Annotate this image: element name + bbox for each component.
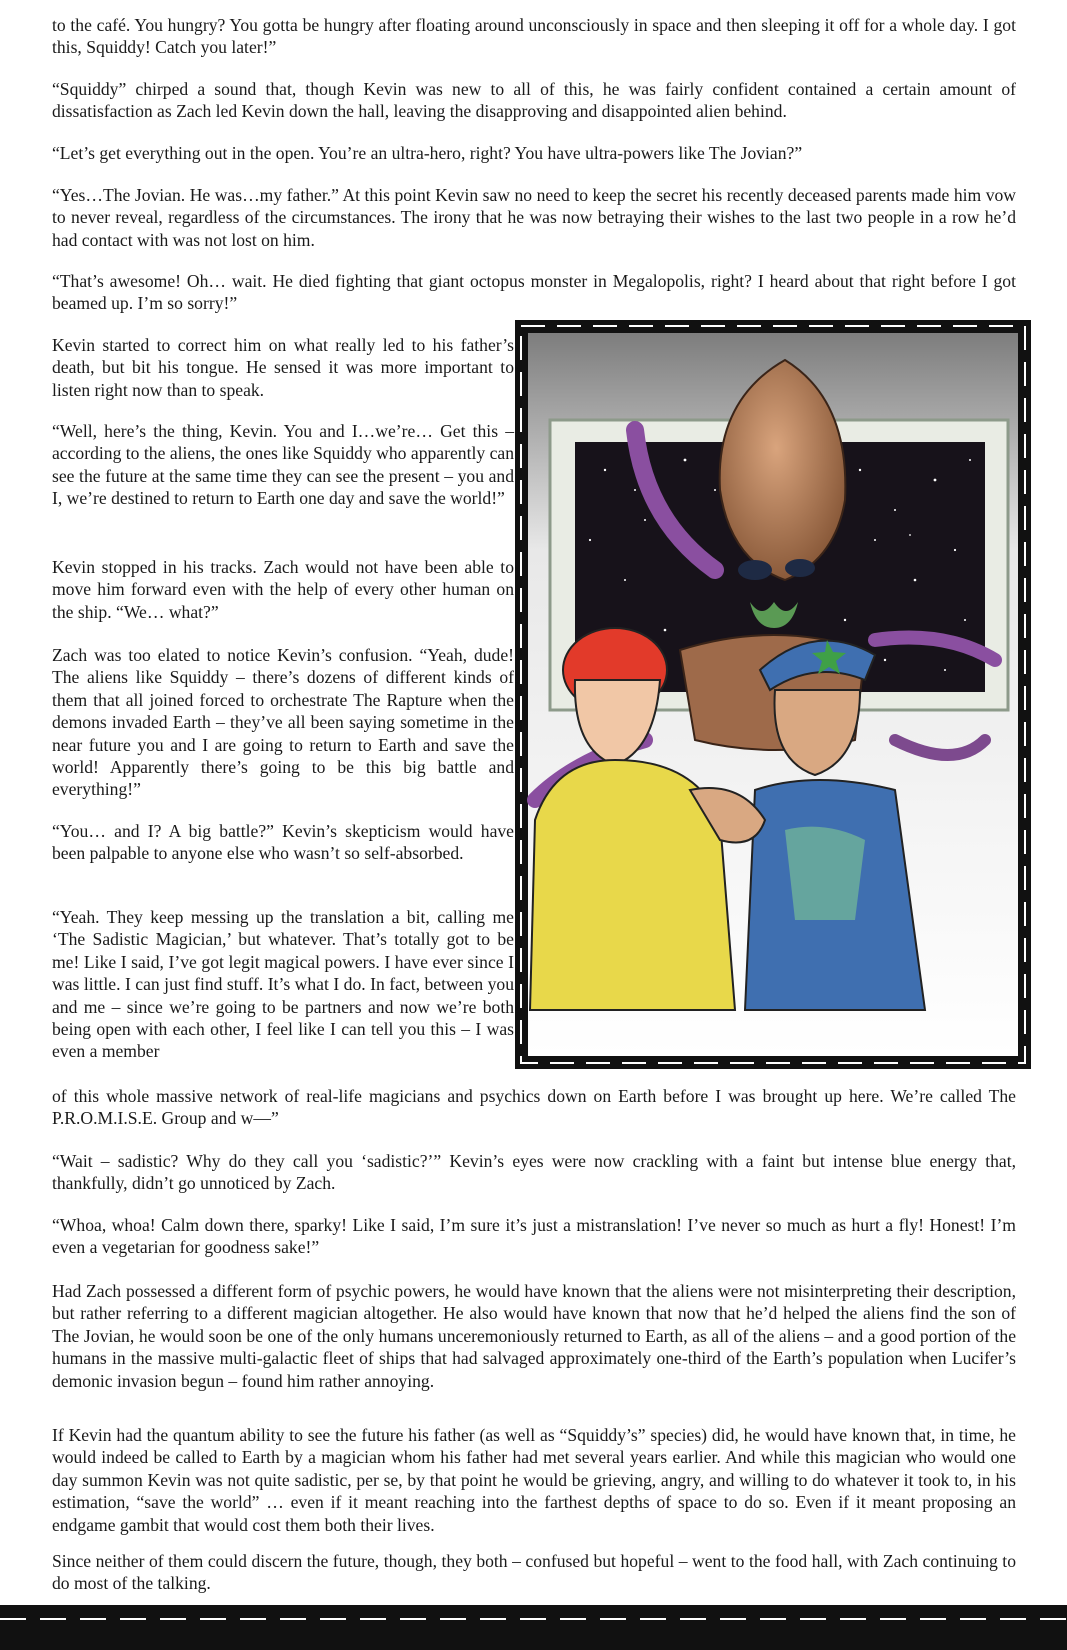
paragraph-1: to the café. You hungry? You gotta be hungry after floating around unconsciously in space and then sleeping it off for a whole day. I got this, Squiddy! Catch you later!”: [52, 15, 1016, 58]
paragraph-14: “Whoa, whoa! Calm down there, sparky! Like I said, I’m sure it’s just a mistranslation! I’ve never so much as hurt a fly! Honest! I’m even a vegetarian for goodness sake!”: [52, 1215, 1016, 1258]
paragraph-11: “Yeah. They keep messing up the translation a bit, calling me ‘The Sadistic Magician,’ but whatever. That’s totally got to be me! Like I said, I’ve got legit magical powers. I have ever since I was little. I can just find stuff. It’s what I do. In fact, between you and me – since we’re going to be partners and now we’re both being open with each other, I feel like I can tell you this – I was even a member: [52, 907, 514, 1062]
paragraph-4: “Yes…The Jovian. He was…my father.” At this point Kevin saw no need to keep the secret his recently deceased parents made him vow to never reveal, regardless of the circumstances. The irony that he was now betraying their wishes to the last two people in a row he’d had contact with was not lost on him.: [52, 185, 1016, 250]
paragraph-6: Kevin started to correct him on what really led to his father’s death, but bit his tongue. He sensed it was more important to listen right now than to speak.: [52, 335, 514, 400]
paragraph-10: “You… and I? A big battle?” Kevin’s skepticism would have been palpable to anyone else who wasn’t so self-absorbed.: [52, 821, 514, 864]
paragraph-13: “Wait – sadistic? Why do they call you ‘sadistic?’” Kevin’s eyes were now crackling with a faint but intense blue energy that, thankfully, didn’t go unnoticed by Zach.: [52, 1151, 1016, 1194]
paragraph-3: “Let’s get everything out in the open. You’re an ultra-hero, right? You have ultra-powers like The Jovian?”: [52, 143, 803, 163]
bottom-border-bar: [0, 1605, 1067, 1650]
paragraph-9: Zach was too elated to notice Kevin’s confusion. “Yeah, dude! The aliens like Squiddy – there’s dozens of different kinds of them that all joined forced to orchestrate The Rapture when the demons invaded Earth – they’ve all been saying sometime in the near future you and I are going to return to Earth and save the world! Apparently there’s going to be this big battle and everything!”: [52, 645, 514, 800]
paragraph-17: Since neither of them could discern the future, though, they both – confused but hopeful – went to the food hall, with Zach continuing to do most of the talking.: [52, 1551, 1016, 1594]
paragraph-15: Had Zach possessed a different form of psychic powers, he would have known that the aliens were not misinterpreting their description, but rather referring to a different magician altogether. He also would have known that now that he’d helped the aliens find the son of The Jovian, he would soon be one of the only humans unceremoniously returned to Earth, as all of the aliens – and a good portion of the humans in the massive multi-galactic fleet of ships that had salvaged approximately one-third of the Earth’s population when Lucifer’s demonic invasion begun – found him rather annoying.: [52, 1281, 1016, 1391]
paragraph-5: “That’s awesome! Oh… wait. He died fighting that giant octopus monster in Megalopolis, right? I heard about that right before I got beamed up. I’m so sorry!”: [52, 271, 1016, 314]
paragraph-8: Kevin stopped in his tracks. Zach would not have been able to move him forward even with the help of every other human on the ship. “We… what?”: [52, 557, 514, 622]
paragraph-12: of this whole massive network of real-life magicians and psychics down on Earth before I was brought up here. We’re called The P.R.O.M.I.S.E. Group and w—”: [52, 1086, 1016, 1129]
paragraph-7: “Well, here’s the thing, Kevin. You and I…we’re… Get this – according to the aliens, the ones like Squiddy who apparently can see the future at the same time they can see the present – you and I, we’re destined to return to Earth one day and save the world!”: [52, 421, 514, 509]
paragraph-2: “Squiddy” chirped a sound that, though Kevin was new to all of this, he was fairly confident contained a certain amount of dissatisfaction as Zach led Kevin down the hall, leaving the disapproving and disappointed alien behind.: [52, 79, 1016, 122]
illustration-frame: [515, 320, 1031, 1069]
paragraph-16: If Kevin had the quantum ability to see the future his father (as well as “Squiddy’s” species) did, he would have known that, in time, he would indeed be called to Earth by a magician whom his father had met several years earlier. And while this magician who would one day summon Kevin was not quite sadistic, per se, by that point he would be grieving, angry, and willing to do whatever it took to, in his estimation, “save the world” … even if it meant reaching into the farthest depths of space to do so. Even if it meant proposing an endgame gambit that would cost them both their lives.: [52, 1425, 1016, 1535]
